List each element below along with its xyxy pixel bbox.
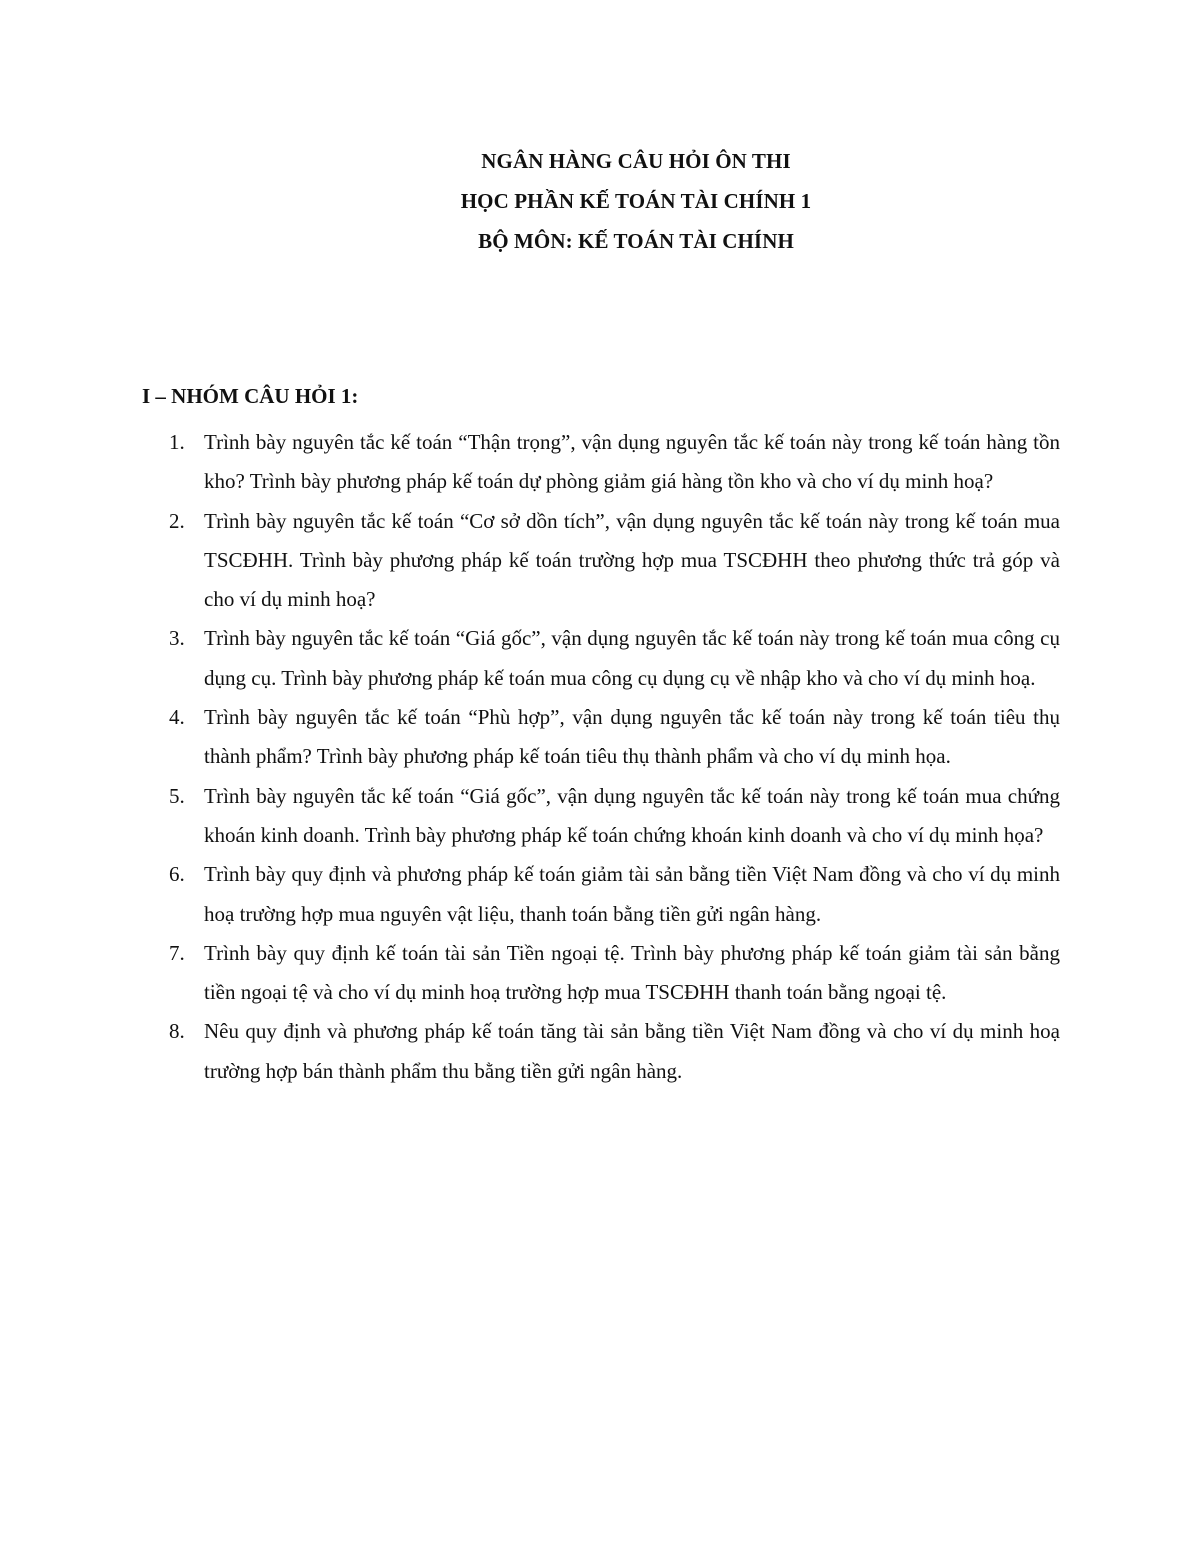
question-list bbox=[142, 423, 1060, 1091]
question-number: 4. bbox=[169, 705, 185, 730]
question-text: Trình bày nguyên tắc kế toán “Phù hợp”, vận dụng nguyên tắc kế toán này trong kế toán tiêu thụ thành phẩm? Trình bày phương pháp kế toán tiêu thụ thành phẩm và cho ví dụ minh họa. bbox=[204, 705, 1060, 769]
header-title-line-3: BỘ MÔN: KẾ TOÁN TÀI CHÍNH bbox=[478, 229, 794, 253]
header-title-line-1: NGÂN HÀNG CÂU HỎI ÔN THI bbox=[481, 149, 791, 173]
question-text: Trình bày quy định kế toán tài sản Tiền ngoại tệ. Trình bày phương pháp kế toán giảm tài sản bằng tiền ngoại tệ và cho ví dụ minh hoạ trường hợp mua TSCĐHH thanh toán bằng ngoại tệ. bbox=[204, 940, 1060, 1005]
question-item-1 bbox=[142, 423, 1060, 502]
question-number: 5. bbox=[169, 783, 185, 808]
question-number: 7. bbox=[169, 940, 185, 965]
question-item-7 bbox=[142, 934, 1060, 1013]
question-number: 3. bbox=[169, 626, 185, 651]
question-text: Trình bày nguyên tắc kế toán “Giá gốc”, vận dụng nguyên tắc kế toán này trong kế toán mua chứng khoán kinh doanh. Trình bày phương pháp kế toán chứng khoán kinh doanh và cho ví dụ minh họa? bbox=[204, 783, 1060, 847]
question-item-6 bbox=[142, 855, 1060, 934]
question-item-8 bbox=[142, 1012, 1060, 1091]
question-number: 1. bbox=[169, 430, 185, 454]
question-number: 8. bbox=[169, 1019, 185, 1044]
section-title: I – NHÓM CÂU HỎI 1: bbox=[142, 384, 359, 408]
question-number: 2. bbox=[169, 508, 185, 533]
question-item-4 bbox=[142, 698, 1060, 777]
question-item-3 bbox=[142, 619, 1060, 698]
question-text: Trình bày quy định và phương pháp kế toán giảm tài sản bằng tiền Việt Nam đồng và cho ví dụ minh hoạ trường hợp mua nguyên vật liệu, thanh toán bằng tiền gửi ngân hàng. bbox=[204, 862, 1060, 926]
header-title-line-2: HỌC PHẦN KẾ TOÁN TÀI CHÍNH 1 bbox=[460, 189, 812, 213]
question-text: Trình bày nguyên tắc kế toán “Cơ sở dồn tích”, vận dụng nguyên tắc kế toán này trong kế toán mua TSCĐHH. Trình bày phương pháp kế toán trường hợp mua TSCĐHH theo phương thức trả góp và cho ví dụ minh hoạ? bbox=[204, 508, 1060, 612]
question-number: 6. bbox=[169, 862, 185, 887]
question-item-2 bbox=[142, 502, 1060, 620]
question-item-5 bbox=[142, 777, 1060, 856]
question-text: Trình bày nguyên tắc kế toán “Giá gốc”, vận dụng nguyên tắc kế toán này trong kế toán mua công cụ dụng cụ. Trình bày phương pháp kế toán mua công cụ dụng cụ về nhập kho và cho ví dụ minh hoạ. bbox=[204, 626, 1060, 690]
document-header bbox=[0, 141, 1200, 261]
question-text: Nêu quy định và phương pháp kế toán tăng tài sản bằng tiền Việt Nam đồng và cho ví dụ minh hoạ trường hợp bán thành phẩm thu bằng tiền gửi ngân hàng. bbox=[204, 1019, 1060, 1083]
question-text: Trình bày nguyên tắc kế toán “Thận trọng”, vận dụng nguyên tắc kế toán này trong kế toán hàng tồn kho? Trình bày phương pháp kế toán dự phòng giảm giá hàng tồn kho và cho ví dụ minh hoạ? bbox=[204, 430, 1060, 494]
